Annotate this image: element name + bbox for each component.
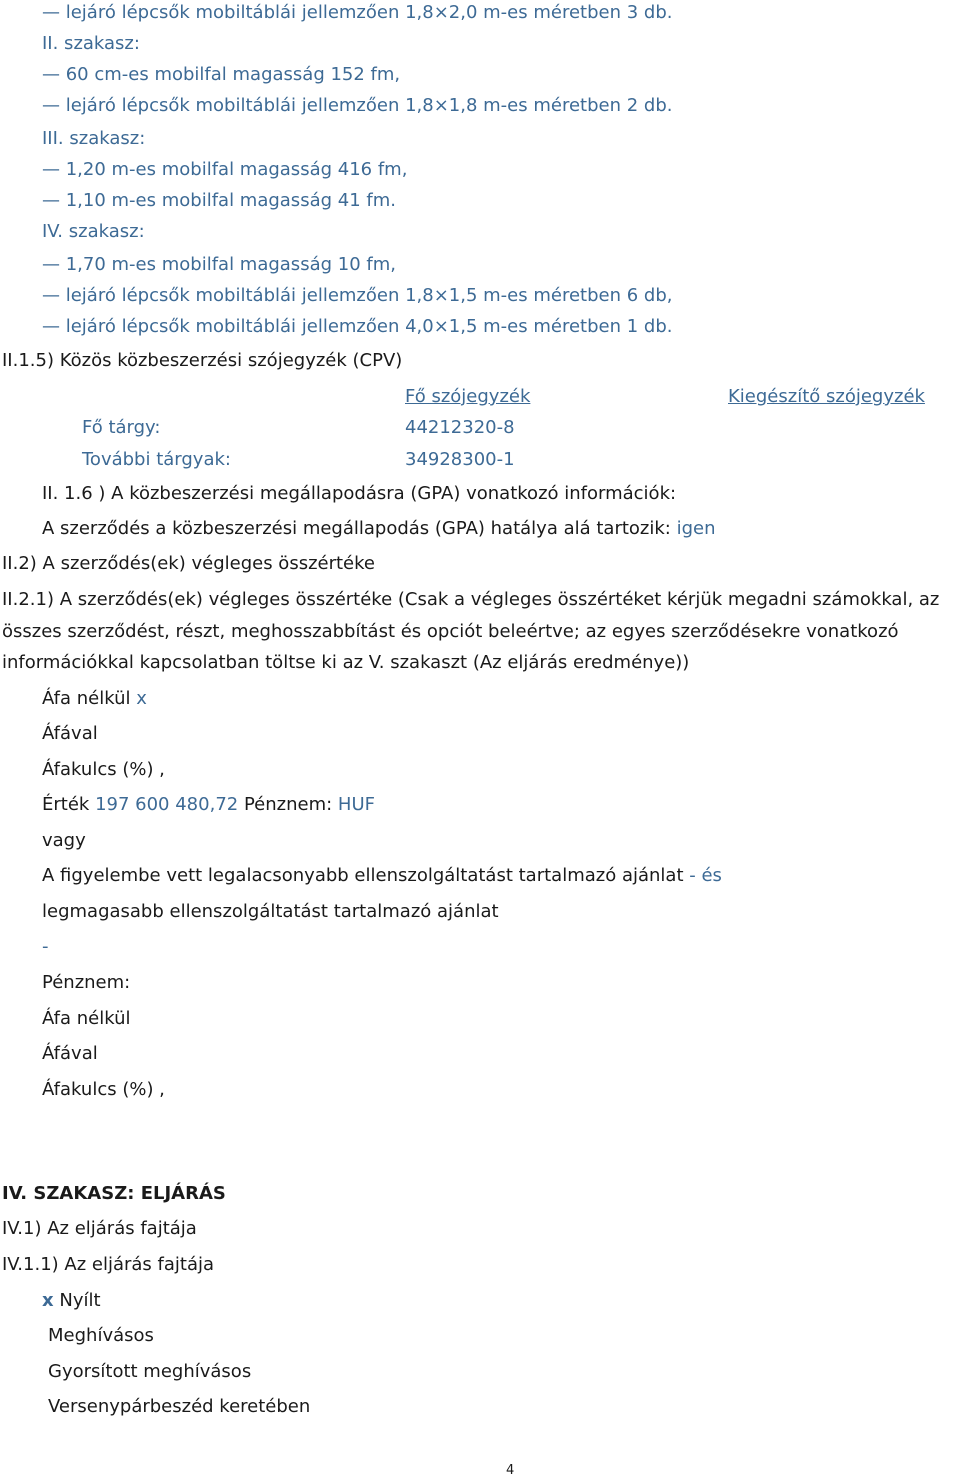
section-label: IV. szakasz:: [42, 221, 145, 242]
lot-line: — 1,70 m-es mobilfal magasság 10 fm,: [42, 254, 396, 275]
gpa-statement: A szerződés a közbeszerzési megállapodás (GPA) hatálya alá tartozik:: [42, 518, 671, 539]
section-title: IV. SZAKASZ: ELJÁRÁS: [2, 1183, 226, 1204]
lot-line: — 1,20 m-es mobilfal magasság 416 fm,: [42, 159, 408, 180]
no-vat-row: [42, 688, 147, 710]
amount-row: [42, 794, 375, 816]
page-number: 4: [506, 1463, 515, 1478]
procedure-open-row: [42, 1290, 101, 1312]
lot-line: — lejáró lépcsők mobiltáblái jellemzően 1,8×1,5 m-es méretben 6 db,: [42, 285, 673, 306]
lot-line: — lejáró lépcsők mobiltáblái jellemzően 4,0×1,5 m-es méretben 1 db.: [42, 316, 673, 337]
lot-line: — lejáró lépcsők mobiltáblái jellemzően 1,8×2,0 m-es méretben 3 db.: [42, 2, 673, 23]
cpv-col-extra: Kiegészítő szójegyzék: [728, 386, 925, 407]
with-vat-label: Áfával: [42, 723, 98, 744]
lot-line: — 1,10 m-es mobilfal magasság 41 fm.: [42, 190, 396, 211]
value-heading: II.2) A szerződés(ek) végleges összértéke: [2, 553, 375, 574]
cpv-main-value: 44212320-8: [405, 417, 515, 438]
open-label: Nyílt: [59, 1290, 101, 1311]
open-mark: x: [42, 1290, 54, 1311]
fast-invite-label: Gyorsított meghívásos: [48, 1361, 252, 1382]
currency-label-2: Pénznem:: [42, 972, 131, 993]
range-row: [42, 865, 722, 887]
currency-value: HUF: [337, 794, 375, 815]
value-paragraph: információkkal kapcsolatban töltse ki az V. szakaszt (Az eljárás eredménye)): [2, 652, 690, 673]
range-dash-2: -: [42, 936, 49, 957]
cpv-other-label: További tárgyak:: [82, 449, 231, 470]
procedure-subheading: IV.1.1) Az eljárás fajtája: [2, 1254, 215, 1275]
cpv-heading: II.1.5) Közös közbeszerzési szójegyzék (CPV): [2, 350, 403, 371]
range-dash: - és: [689, 865, 722, 886]
vat-rate-label: Áfakulcs (%) ,: [42, 759, 165, 780]
lot-line: — 60 cm-es mobilfal magasság 152 fm,: [42, 64, 401, 85]
section-label: II. szakasz:: [42, 33, 140, 54]
no-vat-mark: x: [136, 688, 147, 709]
range-text-2: legmagasabb ellenszolgáltatást tartalmazó ajánlat: [42, 901, 499, 922]
gpa-heading: II. 1.6 ) A közbeszerzési megállapodásra (GPA) vonatkozó információk:: [42, 483, 677, 504]
cpv-main-label: Fő tárgy:: [82, 417, 161, 438]
currency-label: Pénznem:: [243, 794, 333, 815]
range-text: A figyelembe vett legalacsonyabb ellenszolgáltatást tartalmazó ajánlat: [42, 865, 684, 886]
dialogue-label: Versenypárbeszéd keretében: [48, 1396, 311, 1417]
no-vat-label: Áfa nélkül: [42, 688, 131, 709]
amount-label: Érték: [42, 794, 90, 815]
procedure-heading: IV.1) Az eljárás fajtája: [2, 1218, 197, 1239]
gpa-value: igen: [676, 518, 716, 539]
section-label: III. szakasz:: [42, 128, 146, 149]
cpv-other-value: 34928300-1: [405, 449, 515, 470]
no-vat-label-2: Áfa nélkül: [42, 1008, 131, 1029]
gpa-text: [42, 518, 716, 540]
value-paragraph: II.2.1) A szerződés(ek) végleges összértéke (Csak a végleges összértéket kérjük megadni számokkal, az: [2, 589, 940, 610]
value-paragraph: összes szerződést, részt, meghosszabbítást és opciót beleértve; az egyes szerződésekre vonatkozó: [2, 621, 899, 642]
vat-rate-label-2: Áfakulcs (%) ,: [42, 1079, 165, 1100]
amount-value: 197 600 480,72: [95, 794, 239, 815]
lot-line: — lejáró lépcsők mobiltáblái jellemzően 1,8×1,8 m-es méretben 2 db.: [42, 95, 673, 116]
or-label: vagy: [42, 830, 86, 851]
with-vat-label-2: Áfával: [42, 1043, 98, 1064]
invite-label: Meghívásos: [48, 1325, 154, 1346]
cpv-col-main: Fő szójegyzék: [405, 386, 531, 407]
